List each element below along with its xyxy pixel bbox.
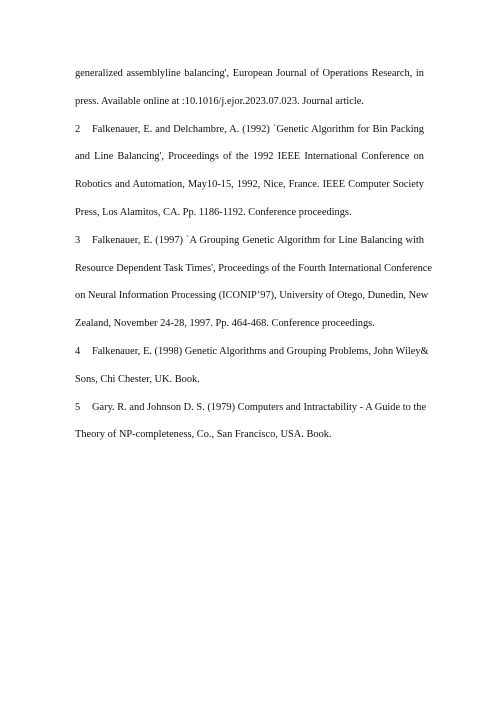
reference-line bbox=[75, 120, 424, 148]
reference-text: Falkenauer, E. (1998) Genetic Algorithms and Grouping Problems, John Wiley& bbox=[92, 345, 429, 357]
reference-text: Falkenauer, E. (1997) `A Grouping Genetic Algorithm for Line Balancing with bbox=[92, 234, 424, 246]
reference-text: Falkenauer, E. and Delchambre, A. (1992) `Genetic Algorithm for Bin Packing bbox=[92, 123, 424, 135]
reference-line: on Neural Information Processing (ICONIP’97), University of Otego, Dunedin, New bbox=[75, 290, 429, 302]
reference-line: generalized assemblyline balancing', European Journal of Operations Research, in bbox=[75, 68, 424, 79]
reference-line: Press, Los Alamitos, CA. Pp. 1186-1192. Conference proceedings. bbox=[75, 206, 352, 218]
reference-line: and Line Balancing', Proceedings of the 1992 IEEE International Conference on bbox=[75, 151, 424, 163]
reference-list bbox=[75, 64, 433, 453]
reference-line: Sons, Chi Chester, UK. Book. bbox=[75, 373, 200, 385]
reference-line: Zealand, November 24-28, 1997. Pp. 464-468. Conference proceedings. bbox=[75, 318, 375, 330]
reference-text: Gary. R. and Johnson D. S. (1979) Computers and Intractability - A Guide to the bbox=[92, 401, 427, 413]
reference-number: 5 bbox=[75, 401, 81, 413]
reference-number: 2 bbox=[75, 123, 81, 135]
reference-line: Resource Dependent Task Times', Proceedings of the Fourth International Conference bbox=[75, 262, 433, 274]
reference-line: Theory of NP-completeness, Co., San Francisco, USA. Book. bbox=[75, 429, 332, 441]
reference-number: 4 bbox=[75, 345, 81, 357]
reference-line bbox=[75, 231, 424, 259]
reference-line: Robotics and Automation, May10-15, 1992, Nice, France. IEEE Computer Society bbox=[75, 179, 424, 191]
reference-line bbox=[75, 398, 427, 426]
reference-number: 3 bbox=[75, 234, 81, 246]
reference-line: press. Available online at :10.1016/j.ejor.2023.07.023. Journal article. bbox=[75, 95, 364, 107]
reference-line bbox=[75, 342, 429, 370]
